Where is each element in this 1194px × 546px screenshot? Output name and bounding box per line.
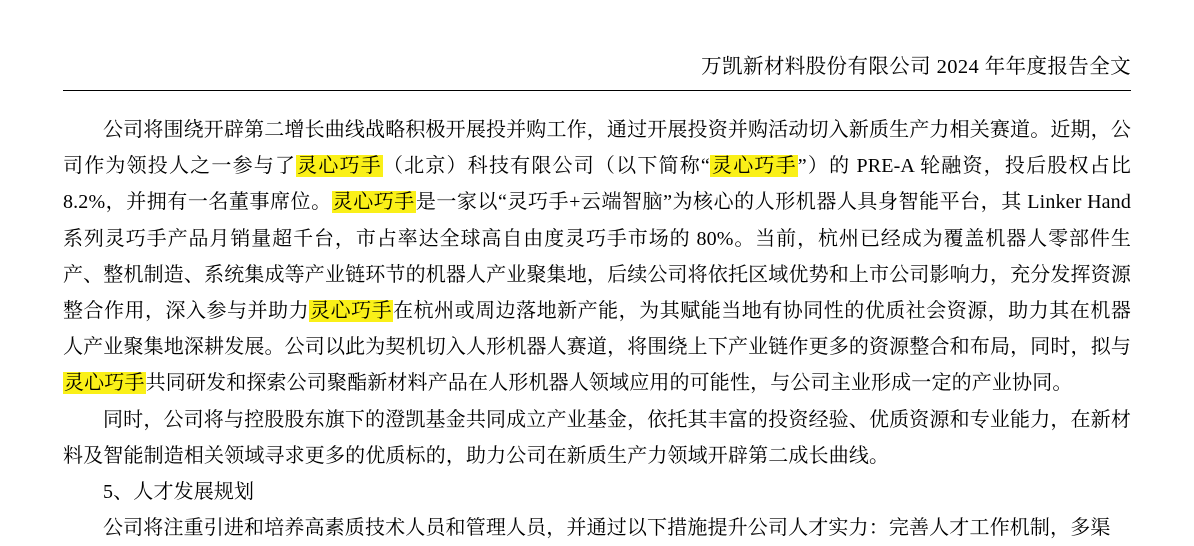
para-talent-heading (63, 474, 1131, 510)
text-run: 公司将注重引进和培养高素质技术人员和管理人员，并通过以下措施提升公司人才实力：完善人才工作机制，多渠 (103, 517, 1111, 540)
text-run: 是一家以“灵巧手+云端智脑”为核心的人形机器人具身智能平台，其 Linker Hand 系列灵巧手产品月销量超千台，市占率达全球高自由度灵巧手市场的 80%。当前，杭州已经成为覆盖机器人零部件生产、整机制造、系统集成等产业链环节的机器人产业聚集地，后续公司将依托区域优势和上市公司影响力，充分发挥资源整合作用，深入参与并助力 (63, 191, 1131, 323)
text-run: ”）的 PRE-A 轮融资，投后股权占比 8.2%，并拥有一名董事席位。 (63, 155, 1132, 214)
document-body (63, 112, 1131, 546)
text-run: 在杭州或周边落地新产能，为其赋能当地有协同性的优质社会资源，助力其在机器人产业聚集地深耕发展。公司以此为契机切入人形机器人赛道，将围绕上下产业链作更多的资源整合和布局，同时，拟与 (63, 300, 1131, 359)
header-title: 万凯新材料股份有限公司 2024 年年度报告全文 (701, 56, 1131, 78)
text-run: （北京）科技有限公司（以下简称“ (382, 155, 710, 178)
highlighted-term: 灵心巧手 (64, 372, 145, 395)
text-run: 同时，公司将与控股股东旗下的澄凯基金共同成立产业基金，依托其丰富的投资经验、优质资源和专业能力，在新材料及智能制造相关领域寻求更多的优质标的，助力公司在新质生产力领域开辟第二成长曲线。 (63, 408, 1131, 467)
para-talent-body (63, 510, 1131, 546)
para-fund (63, 402, 1131, 474)
highlighted-term: 灵心巧手 (310, 300, 393, 323)
highlighted-term: 灵心巧手 (332, 191, 415, 214)
text-run: 公司将围绕开辟第二增长曲线战略积极开展投并购工作，通过开展投资并购活动切入新质生产力相关赛道。近期，公司作为领投人之一参与了 (63, 119, 1131, 178)
para-investment (63, 112, 1131, 402)
highlighted-term: 灵心巧手 (710, 155, 797, 178)
text-run: 5、人才发展规划 (103, 481, 255, 504)
text-run: 共同研发和探索公司聚酯新材料产品在人形机器人领域应用的可能性，与公司主业形成一定的产业协同。 (145, 372, 1073, 395)
highlighted-term: 灵心巧手 (297, 155, 382, 178)
page-header (63, 52, 1131, 82)
header-divider (63, 90, 1131, 91)
